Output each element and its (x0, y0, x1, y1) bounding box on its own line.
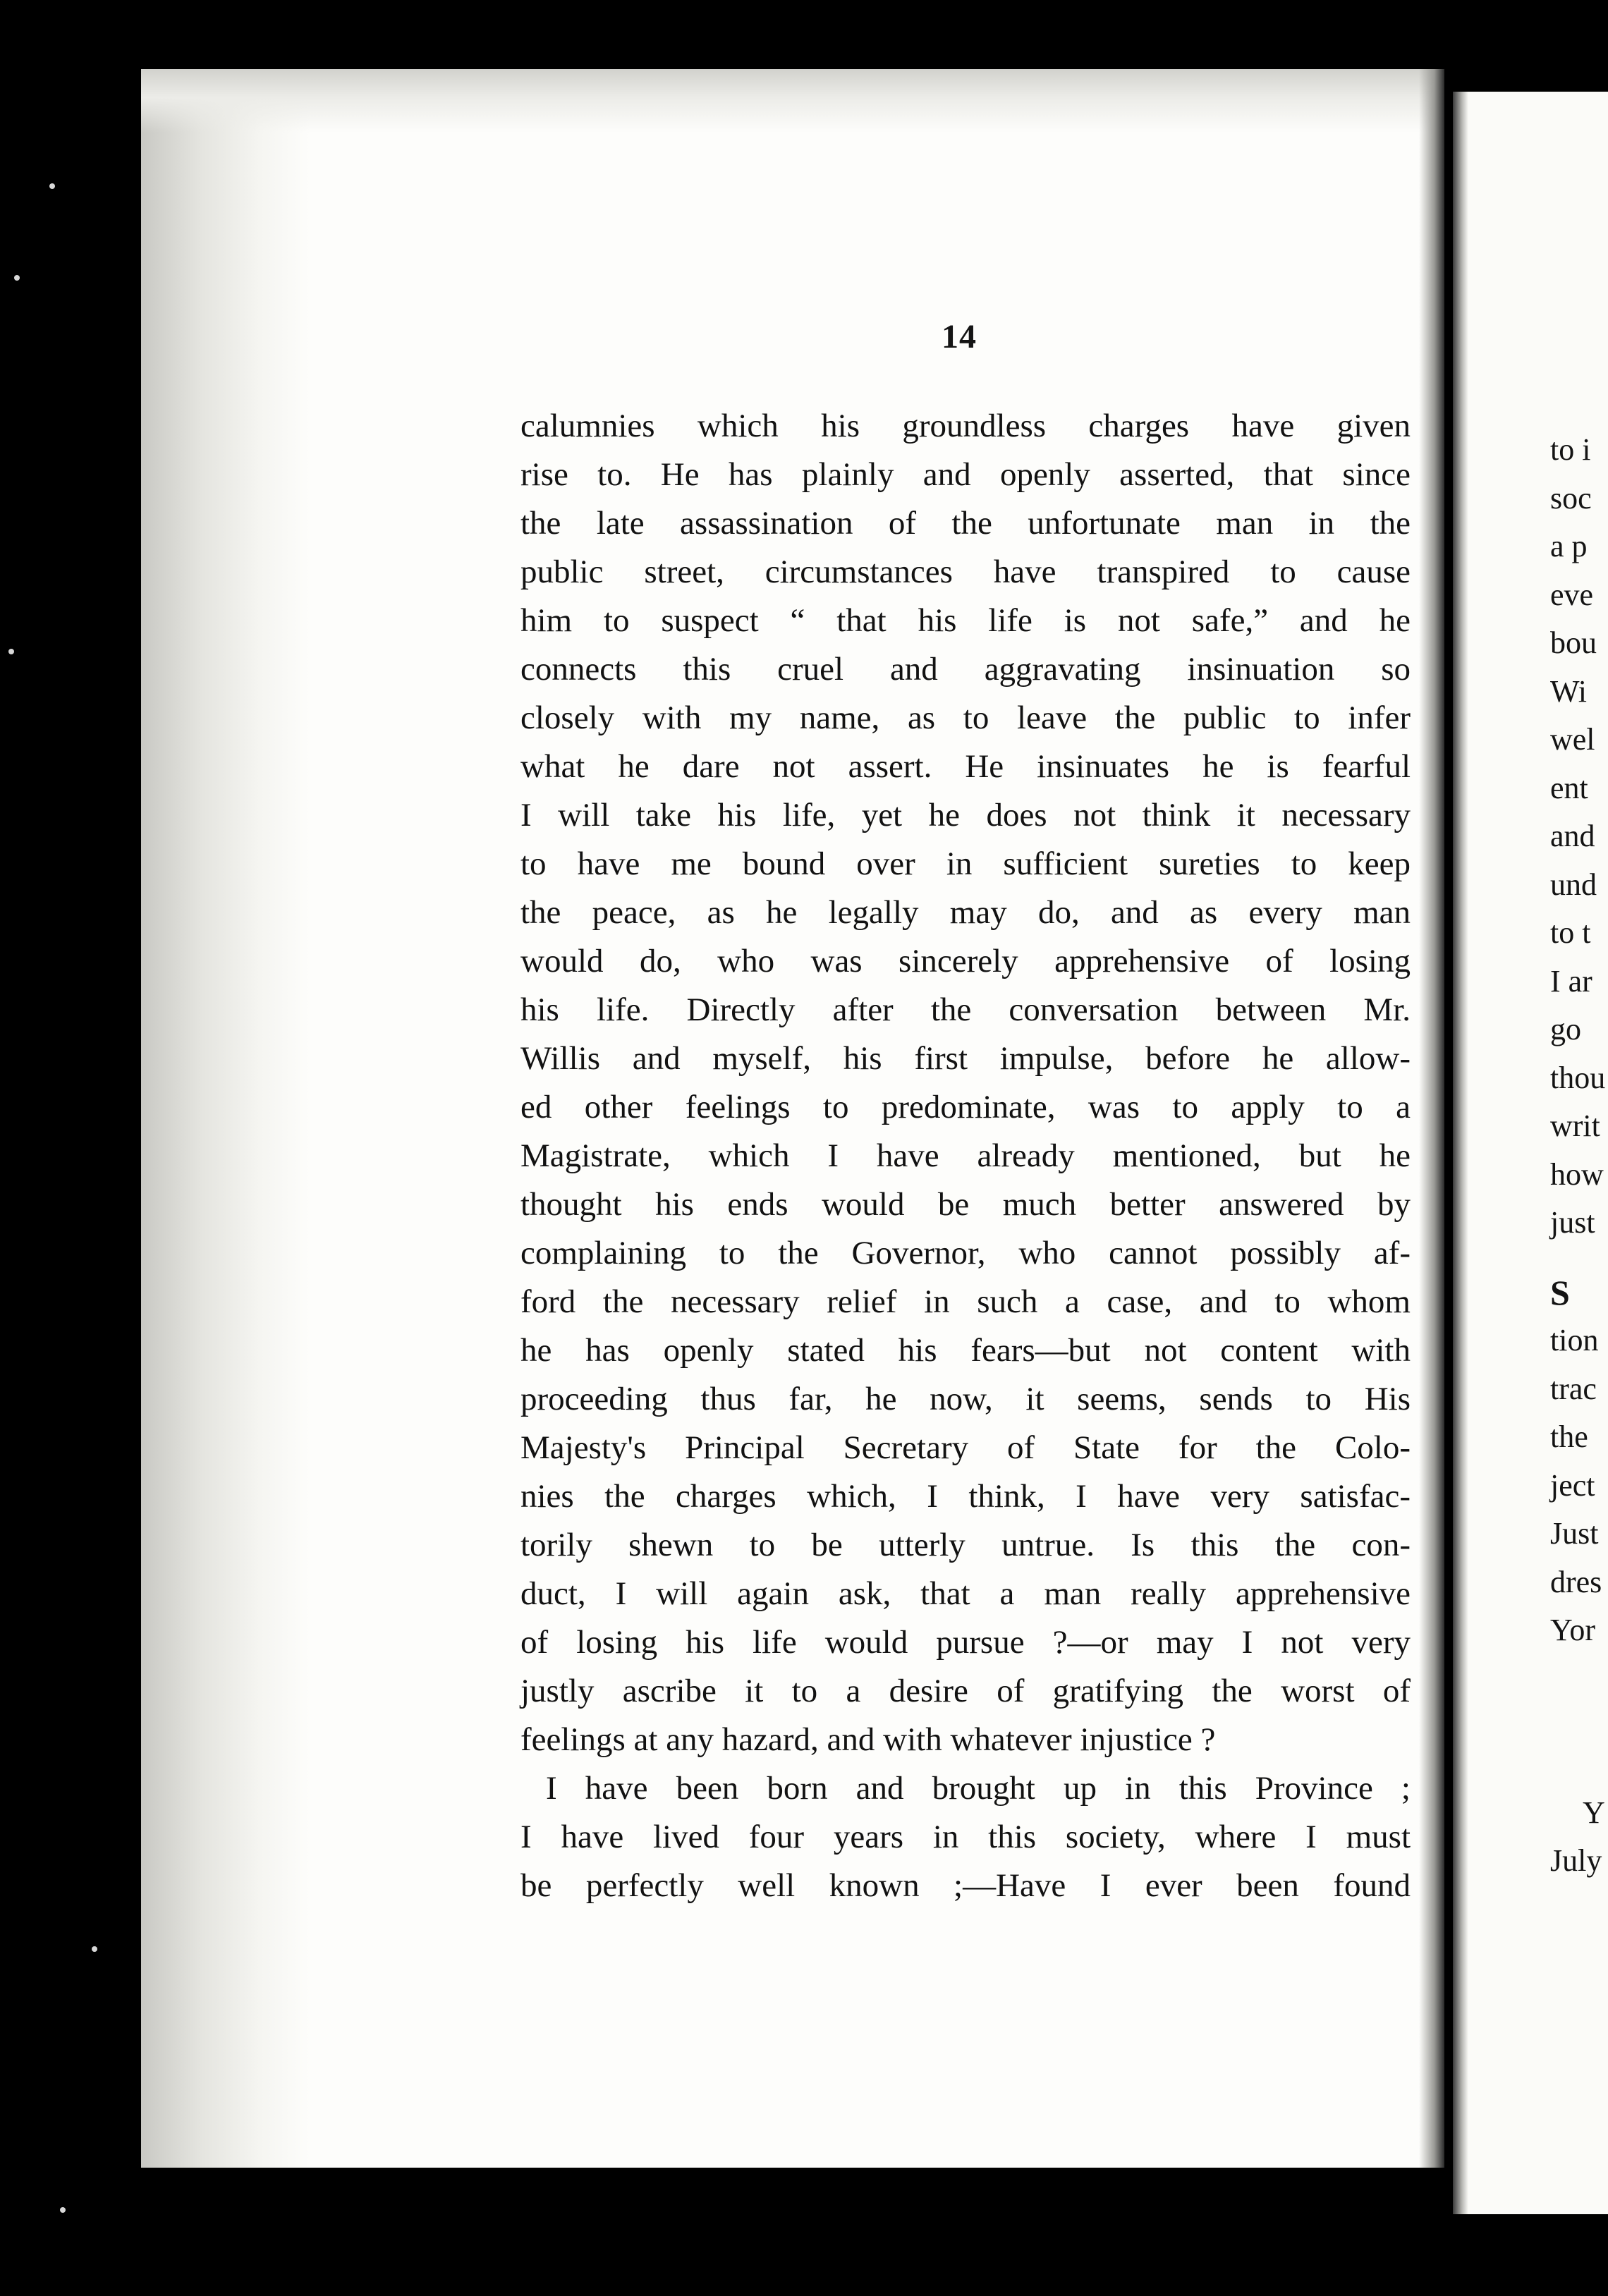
text-line: ford the necessary relief in such a case, and to whom (520, 1283, 1411, 1320)
text-line: calumnies which his groundless charges have given (520, 408, 1411, 444)
adjacent-text-fragment: go (1550, 1012, 1581, 1046)
text-line: connects this cruel and aggravating insinuation so (520, 651, 1411, 688)
text-line: proceeding thus far, he now, it seems, sends to His (520, 1381, 1411, 1417)
adjacent-text-fragment: S (1550, 1272, 1570, 1312)
dust-speck (92, 1946, 97, 1952)
dust-speck (60, 2207, 66, 2213)
text-line: I will take his life, yet he does not think it necessary (520, 797, 1411, 833)
adjacent-text-fragment: trac (1550, 1371, 1597, 1406)
text-line: he has openly stated his fears—but not content with (520, 1332, 1411, 1369)
adjacent-text-spacer (1550, 1655, 1605, 1789)
adjacent-text-fragment: the (1550, 1419, 1588, 1454)
adjacent-text-fragment: und (1550, 867, 1597, 902)
adjacent-text-fragment: Just (1550, 1516, 1599, 1551)
adjacent-text-fragment: and (1550, 819, 1595, 853)
text-line: justly ascribe it to a desire of gratifying the worst of (520, 1673, 1411, 1709)
adjacent-text-fragment: just (1550, 1205, 1595, 1240)
adjacent-text-fragment: a p (1550, 529, 1588, 563)
adjacent-text-fragment: I ar (1550, 963, 1592, 999)
text-line: thought his ends would be much better answered by (520, 1186, 1411, 1223)
text-line: torily shewn to be utterly untrue. Is this the con- (520, 1527, 1411, 1563)
text-line: I have lived four years in this society, where I must (520, 1819, 1411, 1855)
text-line: rise to. He has plainly and openly asserted, that since (520, 456, 1411, 493)
text-line: I have been born and brought up in this Province ; (546, 1770, 1411, 1807)
text-line: Willis and myself, his first impulse, before he allow- (520, 1040, 1411, 1077)
adjacent-text-fragment: to t (1550, 915, 1591, 950)
dust-speck (8, 649, 14, 654)
adjacent-text-fragment: Yor (1550, 1613, 1596, 1647)
dust-speck (14, 275, 20, 281)
adjacent-text-fragment: ject (1550, 1467, 1595, 1503)
text-line: Magistrate, which I have already mentioned, but he (520, 1137, 1411, 1174)
text-line: Majesty's Principal Secretary of State for the Colo- (520, 1429, 1411, 1466)
text-line: what he dare not assert. He insinuates he is fearful (520, 748, 1411, 785)
adjacent-text-fragment: thou (1550, 1060, 1606, 1095)
adjacent-page-gutter (1453, 92, 1468, 2214)
text-line: closely with my name, as to leave the public to infer (520, 700, 1411, 736)
text-line: ed other feelings to predominate, was to apply to a (520, 1089, 1411, 1125)
adjacent-text-fragment: writ (1550, 1109, 1600, 1143)
text-line: would do, who was sincerely apprehensive of losing (520, 943, 1411, 979)
adjacent-text-fragment: wel (1550, 722, 1595, 757)
text-line: duct, I will again ask, that a man really apprehensive (520, 1575, 1411, 1612)
adjacent-text-fragment: Wi (1550, 673, 1587, 709)
text-line: nies the charges which, I think, I have very satisfac- (520, 1478, 1411, 1515)
text-line: of losing his life would pursue ?—or may I not very (520, 1624, 1411, 1661)
adjacent-text-fragment: tion (1550, 1323, 1599, 1357)
adjacent-text-fragment: soc (1550, 480, 1592, 515)
text-line: the late assassination of the unfortunate man in the (520, 505, 1411, 542)
adjacent-text-fragment: ent (1550, 770, 1588, 805)
text-line: feelings at any hazard, and with whatever injustice ? (520, 1721, 1216, 1758)
page-body-text (520, 402, 1411, 1910)
text-line: public street, circumstances have transpired to cause (520, 554, 1411, 590)
text-line: complaining to the Governor, who cannot possibly af- (520, 1235, 1411, 1271)
adjacent-page-text (1550, 426, 1605, 1886)
text-line: to have me bound over in sufficient sureties to keep (520, 845, 1411, 882)
adjacent-text-spacer (1550, 1247, 1605, 1269)
page-number: 14 (942, 318, 977, 355)
text-line: his life. Directly after the conversation between Mr. (520, 991, 1411, 1028)
text-line: him to suspect “ that his life is not safe,” and he (520, 602, 1411, 639)
adjacent-text-fragment: July (1550, 1843, 1602, 1878)
adjacent-text-fragment: to i (1550, 432, 1591, 467)
adjacent-text-fragment: how (1550, 1156, 1604, 1192)
page-edge-stain (141, 69, 310, 2168)
adjacent-text-fragment: dres (1550, 1564, 1602, 1599)
adjacent-text-fragment: bou (1550, 625, 1597, 660)
adjacent-text-fragment: eve (1550, 577, 1594, 612)
page-top-stain (141, 69, 1444, 133)
text-line: the peace, as he legally may do, and as every man (520, 894, 1411, 931)
adjacent-text-fragment: Y (1583, 1795, 1605, 1830)
text-line: be perfectly well known ;—Have I ever been found (520, 1867, 1411, 1904)
page-fold-shadow (1419, 69, 1444, 2168)
dust-speck (49, 183, 55, 189)
